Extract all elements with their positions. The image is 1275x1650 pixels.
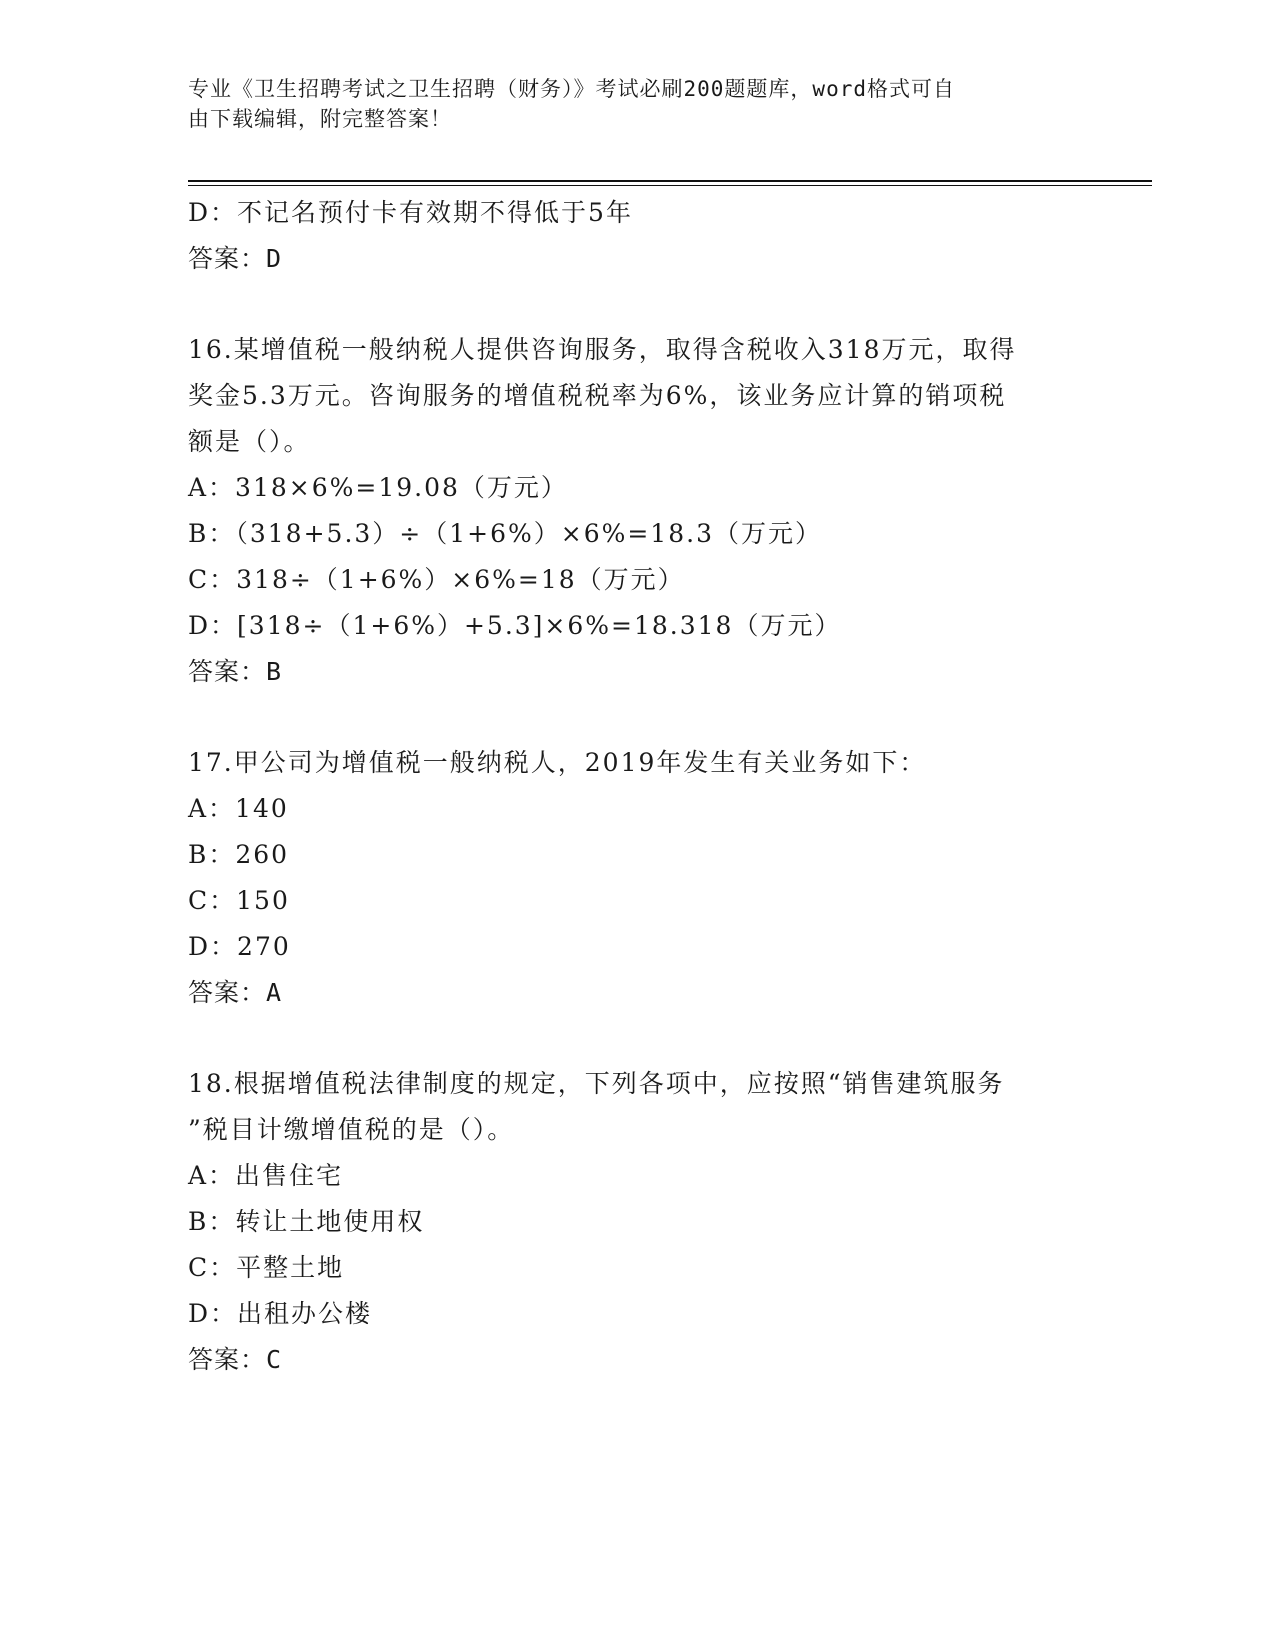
option-a: A：140: [188, 794, 289, 823]
answer-line: 答案：A: [188, 978, 283, 1007]
question-stem-line: 17.甲公司为增值税一般纳税人，2019年发生有关业务如下：: [188, 748, 927, 777]
document-header: [188, 74, 1068, 134]
spacer: [188, 695, 1088, 740]
header-line-1: 专业《卫生招聘考试之卫生招聘（财务）》考试必刷200题题库，word格式可自: [188, 77, 955, 101]
document-body: [188, 190, 1088, 1383]
option-d: D：出租办公楼: [188, 1299, 373, 1328]
answer-line: 答案：D: [188, 244, 283, 273]
header-rule-thin: [188, 185, 1152, 186]
question-stem-line: 额是（）。: [188, 427, 311, 456]
question-18: [188, 1061, 1088, 1383]
question-16: [188, 327, 1088, 695]
question-stem-line: 18.根据增值税法律制度的规定，下列各项中，应按照“销售建筑服务: [188, 1069, 1005, 1098]
option-b: B：转让土地使用权: [188, 1207, 425, 1236]
option-a: A：出售住宅: [188, 1161, 344, 1190]
question-17: [188, 740, 1088, 1016]
option-c: C：318÷（1+6%）×6%=18（万元）: [188, 565, 685, 594]
answer-line: 答案：B: [188, 657, 283, 686]
question-stem-line: 16.某增值税一般纳税人提供咨询服务，取得含税收入318万元，取得: [188, 335, 1017, 364]
option-d: D：不记名预付卡有效期不得低于5年: [188, 198, 633, 227]
option-c: C：150: [188, 886, 290, 915]
header-rule-thick: [188, 180, 1152, 182]
option-c: C：平整土地: [188, 1253, 345, 1282]
option-b: B：260: [188, 840, 290, 869]
answer-line: 答案：C: [188, 1345, 283, 1374]
question-stem-line: 奖金5.3万元。咨询服务的增值税税率为6%，该业务应计算的销项税: [188, 381, 1007, 410]
option-d: D：[318÷（1+6%）+5.3]×6%=18.318（万元）: [188, 611, 842, 640]
prev-question-tail: [188, 190, 1088, 282]
option-a: A：318×6%=19.08（万元）: [188, 473, 568, 502]
question-stem-line: ”税目计缴增值税的是（）。: [188, 1115, 515, 1144]
header-line-2: 由下载编辑，附完整答案！: [188, 107, 452, 131]
option-b: B：（318+5.3）÷（1+6%）×6%=18.3（万元）: [188, 519, 822, 548]
spacer: [188, 282, 1088, 327]
option-d: D：270: [188, 932, 291, 961]
spacer: [188, 1016, 1088, 1061]
